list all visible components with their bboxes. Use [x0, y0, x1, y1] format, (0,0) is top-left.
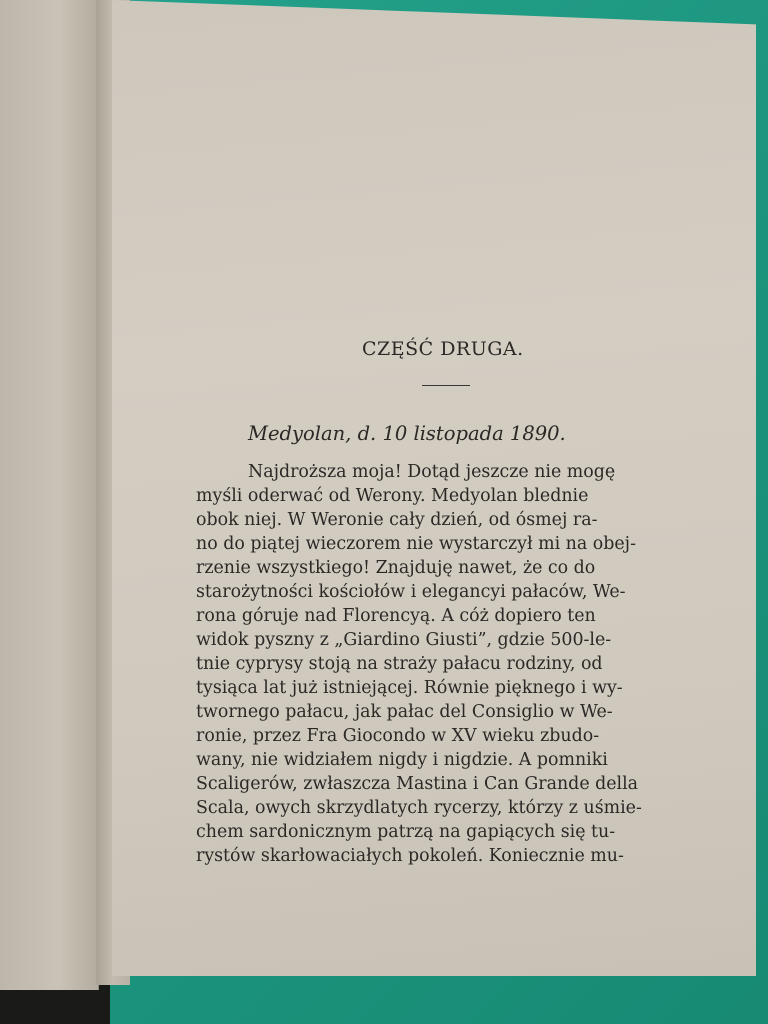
text-line: tysiąca lat już istniejącej. Równie pięknego i wy-: [196, 678, 623, 698]
text-line: wany, nie widziałem nigdy i nigdzie. A pomniki: [196, 750, 608, 770]
text-line: twornego pałacu, jak pałac del Consiglio w We-: [196, 702, 613, 722]
text-line: rystów skarłowaciałych pokoleń. Koniecznie mu-: [196, 846, 624, 866]
body-text: [196, 460, 696, 868]
part-title: CZĘŚĆ DRUGA.: [362, 338, 524, 360]
left-page: [0, 0, 99, 990]
title-rule: [422, 385, 470, 386]
text-line: tnie cyprysy stoją na straży pałacu rodziny, od: [196, 654, 603, 674]
text-line: widok pyszny z „Giardino Giusti”, gdzie 500-le-: [196, 630, 612, 650]
text-line: ronie, przez Fra Giocondo w XV wieku zbudo-: [196, 726, 600, 746]
text-line: chem sardonicznym patrzą na gapiących się tu-: [196, 822, 616, 842]
text-line: no do piątej wieczorem nie wystarczył mi na obej-: [196, 534, 636, 554]
text-line: obok niej. W Weronie cały dzień, od ósmej ra-: [196, 510, 598, 530]
text-line: myśli oderwać od Werony. Medyolan blednie: [196, 486, 589, 506]
text-line: rzenie wszystkiego! Znajduję nawet, że co do: [196, 558, 596, 578]
text-line: Najdroższa moja! Dotąd jeszcze nie mogę: [248, 462, 616, 482]
text-line: Scaligerów, zwłaszcza Mastina i Can Grande della: [196, 774, 639, 794]
text-line: Scala, owych skrzydlatych rycerzy, którzy z uśmie-: [196, 798, 642, 818]
text-line: rona góruje nad Florencyą. A cóż dopiero ten: [196, 606, 596, 626]
text-line: starożytności kościołów i elegancyi pałaców, We-: [196, 582, 626, 602]
dateline: Medyolan, d. 10 listopada 1890.: [248, 422, 566, 445]
